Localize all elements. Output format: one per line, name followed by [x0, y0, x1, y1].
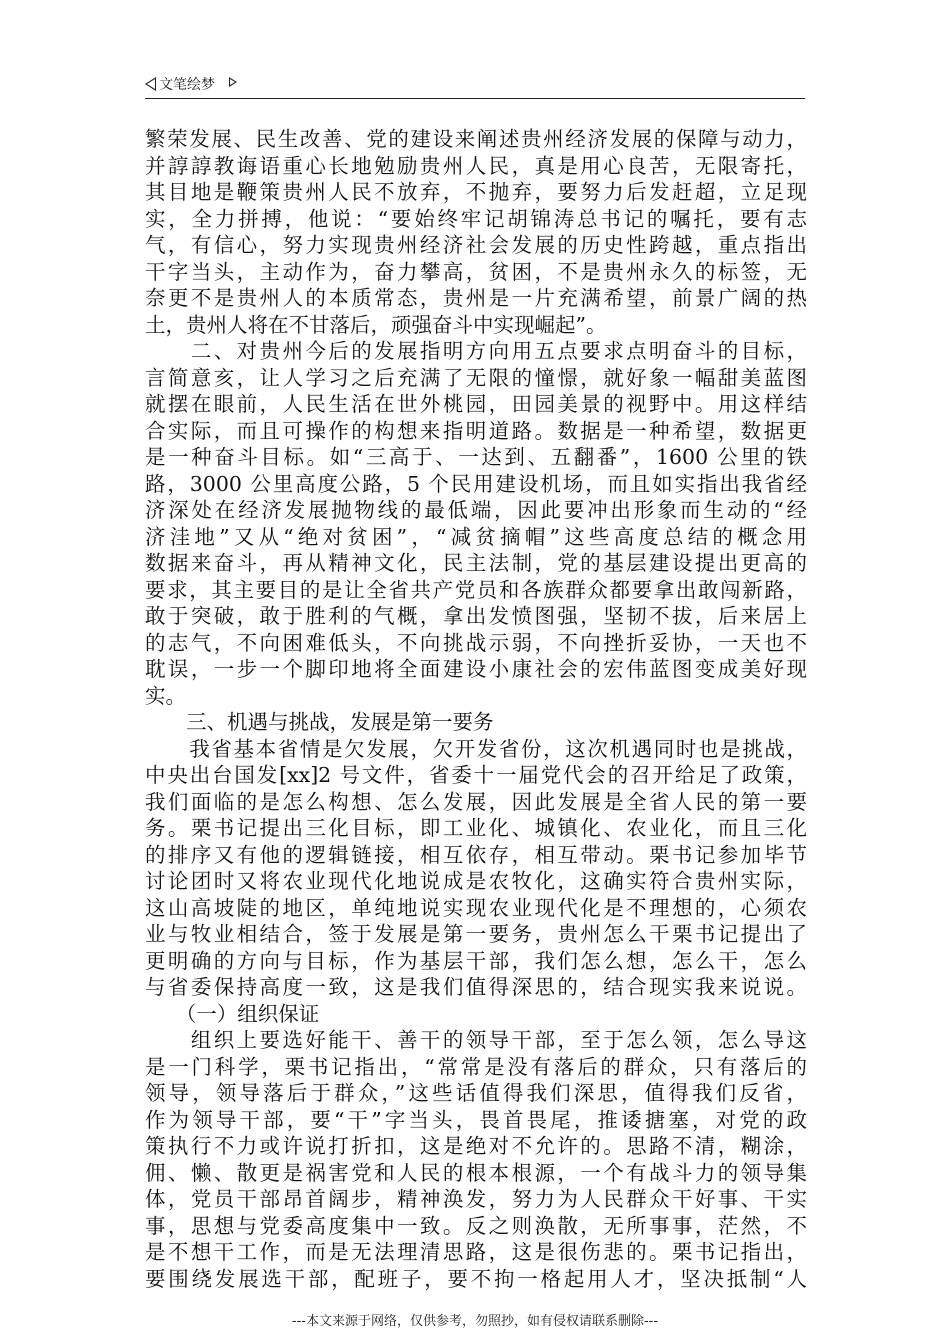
page-header [145, 72, 805, 99]
text-line: 这山高坡陡的地区，单纯地说实现农业现代化是不理想的，心须农 [145, 895, 807, 920]
text-line: 济洼地”又从“绝对贫困”，“减贫摘帽”这些高度总结的概念用 [145, 524, 807, 549]
text-line: 耽误，一步一个脚印地将全面建设小康社会的宏伟蓝图变成美好现 [145, 657, 807, 681]
text-line: 实，全力拼搏，他说：“要始终牢记胡锦涛总书记的嘱托，要有志 [145, 206, 807, 231]
text-line: 业与牧业相结合，签于发展是第一要务，贵州怎么干栗书记提出了 [145, 922, 807, 946]
triangle-right-icon [229, 77, 237, 87]
text-line: 组织上要选好能干、善干的领导干部，至于怎么领，怎么导这 [145, 1028, 807, 1052]
text-line: 体，党员干部昂首阔步，精神涣发，努力为人民群众干好事、干实 [145, 1187, 807, 1211]
text-line: 奈更不是贵州人的本质常态，贵州是一片充满希望，前景广阔的热 [145, 286, 807, 310]
text-line: 是一种奋斗目标。如“三高于、一达到、五翻番”，1600 公里的铁 [145, 445, 807, 469]
text-line: 务。栗书记提出三化目标，即工业化、城镇化、农业化，而且三化 [145, 816, 807, 840]
text-line: 其目地是鞭策贵州人民不放弃，不抛弃，要努力后发赶超，立足现 [145, 180, 807, 204]
text-line: 更明确的方向与目标，作为基层干部，我们怎么想，怎么干，怎么 [145, 948, 807, 973]
text-line: 与省委保持高度一致，这是我们值得深思的，结合现实我来说说。 [145, 975, 807, 999]
text-line: 合实际，而且可操作的构想来指明道路。数据是一种希望，数据更 [145, 418, 807, 443]
text-line: 繁荣发展、民生改善、党的建设来阐述贵州经济发展的保障与动力， [145, 127, 807, 151]
text-line: 并諄諄教诲语重心长地勉励贵州人民，真是用心良苦，无限寄托， [145, 153, 807, 178]
text-line: 事，思想与党委高度集中一致。反之则涣散，无所事事，茫然，不 [145, 1213, 807, 1238]
text-line: 二、对贵州今后的发展指明方向用五点要求点明奋斗的目标， [145, 339, 807, 363]
text-line: 作为领导干部，要“干”字当头，畏首畏尾，推诿搪塞，对党的政 [145, 1107, 807, 1132]
text-line: 中央出台国发[xx]2 号文件，省委十一届党代会的召开给足了政策， [145, 763, 807, 787]
text-line: 气，有信心，努力实现贵州经济社会发展的历史性跨越，重点指出 [145, 233, 807, 257]
text-line: 领导，领导落后于群众，”这些话值得我们深思，值得我们反省， [145, 1081, 807, 1105]
document-body [145, 126, 807, 1292]
text-line: 的排序又有他的逻辑链接，相互依存，相互带动。栗书记参加毕节 [145, 842, 807, 867]
text-line: 路，3000 公里高度公路，5 个民用建设机场，而且如实指出我省经 [145, 471, 807, 496]
header-brand [145, 74, 237, 94]
text-line: 策执行不力或许说打折扣，这是绝对不允许的。思路不清，糊涂， [145, 1134, 807, 1158]
text-line: 我省基本省情是欠发展，欠开发省份，这次机遇同时也是挑战， [145, 736, 807, 761]
text-line: 的志气，不向困难低头，不向挑战示弱，不向挫折妥协，一天也不 [145, 630, 807, 655]
text-line: 就摆在眼前，人民生活在世外桃园，田园美景的视野中。用这样结 [145, 392, 807, 416]
text-line: 实。 [145, 683, 186, 708]
text-line: 讨论团时又将农业现代化地说成是农牧化，这确实符合贵州实际， [145, 869, 807, 893]
text-line: （一）组织保证 [145, 1001, 320, 1026]
text-line: 佣、懒、散更是祸害党和人民的根本根源，一个有战斗力的领导集 [145, 1160, 807, 1185]
text-line: 三、机遇与挑战，发展是第一要务 [145, 710, 494, 734]
text-line: 是一门科学，栗书记指出，“常常是没有落后的群众，只有落后的 [145, 1054, 807, 1079]
text-line: 是不想干工作，而是无法理清思路，这是很伤悲的。栗书记指出， [145, 1240, 807, 1264]
triangle-left-icon [145, 77, 156, 91]
page-footer: ---本文来源于网络，仅供参考，勿照抄，如有侵权请联系删除--- [291, 1314, 659, 1329]
text-line: 土，贵州人将在不甘落后，顽强奋斗中实现崛起”。 [145, 312, 607, 337]
text-line: 数据来奋斗，再从精神文化，民主法制，党的基层建设提出更高的 [145, 551, 807, 575]
text-line: 要围绕发展选干部，配班子，要不拘一格起用人才，坚决抵制“人 [145, 1266, 807, 1291]
text-line: 要求，其主要目的是让全省共产党员和各族群众都要拿出敢闯新路， [145, 577, 807, 602]
text-line: 言简意亥，让人学习之后充满了无限的憧憬，就好象一幅甜美蓝图 [145, 365, 807, 390]
text-line: 干字当头，主动作为，奋力攀高，贫困，不是贵州永久的标签，无 [145, 259, 807, 284]
text-line: 济深处在经济发展抛物线的最低端，因此要冲出形象而生动的“经 [145, 498, 807, 522]
text-line: 我们面临的是怎么构想、怎么发展，因此发展是全省人民的第一要 [145, 789, 807, 814]
header-title: 文笔绘梦 [159, 77, 215, 93]
text-line: 敢于突破，敢于胜利的气概，拿出发愤图强，坚韧不拔，后来居上 [145, 604, 807, 628]
